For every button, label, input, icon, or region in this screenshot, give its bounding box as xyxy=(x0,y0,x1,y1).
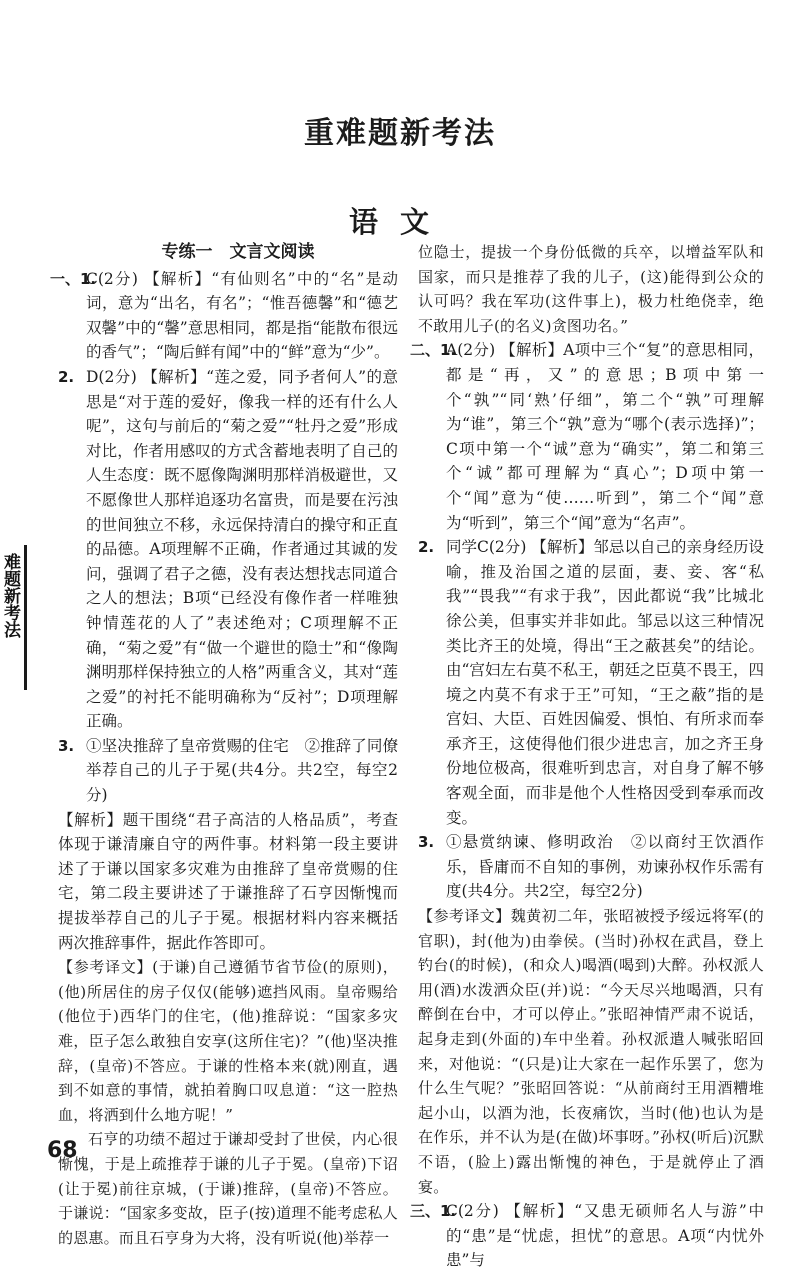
item-number: 3. xyxy=(418,833,435,852)
side-tab-label: 难题新考法 xyxy=(0,553,20,638)
item-text: ①坚决推辞了皇帝赏赐的住宅 ②推辞了同僚举荐自己的儿子于冕(共4分。共2空，每空2分) xyxy=(86,736,398,805)
item-number: 三、1. xyxy=(410,1202,457,1221)
item-text: 同学C(2分) 【解析】邹忌以自己的亲身经历设喻，推及治国之道的层面，妻、妾、客“私我”“畏我”“有求于我”，因此都说“我”比城北徐公美，但事实并非如此。邹忌以这三种情况类比齐王的处境，得出“王之蔽甚矣”的结论。由“宫妇左右莫不私王，朝廷之臣莫不畏王，四境之内莫不有求于王”可知，“王之蔽”指的是宫妇、大臣、百姓因偏爱、惧怕、有所求而奉承齐王，这使得他们很少进忠言，加之齐王身份地位极高，很难听到忠言，对自身了解不够客观全面，而非是他个人性格因受到奉承而改变。 xyxy=(446,538,764,827)
answer-item xyxy=(418,535,764,830)
item-text: ①悬赏纳谏、修明政治 ②以商纣王饮酒作乐，昏庸而不自知的事例，劝谏孙权作乐需有度(共4分。共2空，每空2分) xyxy=(446,833,764,901)
subject-title: 语文 xyxy=(348,205,451,239)
answer-item xyxy=(58,734,398,808)
translation-continuation: 位隐士，提拔一个身份低微的兵卒，以增益军队和国家，而只是推荐了我的儿子，(这)能得到公众的认可吗？我在军功(这件事上)，极力杜绝侥幸，绝不敢用儿子(的名义)贪图功名。” xyxy=(418,243,764,335)
item-number: 3. xyxy=(58,736,75,755)
right-column xyxy=(410,240,764,1273)
item-text: A(2分) 【解析】A项中三个“复”的意思相同，都是“再，又”的意思；B项中第一个“孰”“同‘熟’仔细”，第二个“孰”可理解为“谁”，第三个“孰”意为“哪个(表示选择)”；C项中第一个“诚”意为“确实”，第二和第三个“诚”都可理解为“真心”；D项中第一个“闻”意为“使……听到”，第二个“闻”意为“听到”，第三个“闻”意为“名声”。 xyxy=(446,341,764,532)
analysis-paragraph: 【解析】题干围绕“君子高洁的人格品质”，考查体现于谦清廉自守的两件事。材料第一段主要讲述了于谦以国家多灾难为由推辞了皇帝赏赐的住宅，第二段主要讲述了于谦推辞了石亨因惭愧而提拔举荐自己的儿子于冕。根据材料内容来概括两次推辞事件，据此作答即可。 xyxy=(58,810,398,952)
item-text: D(2分) 【解析】“莲之爱，同予者何人”的意思是“对于莲的爱好，像我一样的还有什么人呢”，这句与前后的“菊之爱”“牡丹之爱”形成对比，作者用感叹的方式含蓄地表明了自己的人生态度：既不愿像陶渊明那样消极避世，又不愿像世人那样追逐功名富贵，而是要在污浊的世间独立不移，永远保持清白的操守和正直的品德。A项理解不正确，作者通过其诚的发问，强调了君子之德，没有表达想找志同道合之人的想法；B项“已经没有像作者一样唯独钟情莲花的人了”表述绝对；C项理解不正确，“菊之爱”有“做一个避世的隐士”和“像陶渊明那样保持独立的人格”两重含义，其对“莲之爱”的衬托不能明确称为“反衬”；D项理解正确。 xyxy=(86,367,398,731)
item-number: 2. xyxy=(58,367,75,386)
item-text: C(2分) 【解析】“有仙则名”中的“名”是动词，意为“出名，有名”；“惟吾德馨”和“德艺双馨”中的“馨”意思相同，都是指“能散布很远的香气”；“陶后鲜有闻”中的“鲜”意为“少”。 xyxy=(86,269,398,362)
item-text: C(2分) 【解析】“又患无硕师名人与游”中的“患”是“忧虑，担忧”的意思。A项“内忧外患”与 xyxy=(446,1202,764,1270)
answer-item xyxy=(410,338,764,535)
translation-paragraph: 石亨的功绩不超过于谦却受封了世侯，内心很惭愧，于是上疏推荐于谦的儿子于冕。(皇帝)下诏(让于冕)前往京城，(于谦)推辞，(皇帝)不答应。于谦说：“国家多变故，臣子(按)道理不能考虑私人的恩惠。而且石亨身为大将，没有听说(他)举荐一 xyxy=(58,1130,398,1247)
answer-item xyxy=(58,365,398,734)
page-title: 重难题新考法 xyxy=(304,116,496,151)
item-number: 2. xyxy=(418,538,435,557)
left-column xyxy=(50,240,398,1250)
answer-item xyxy=(410,1199,764,1273)
item-number: 一、1. xyxy=(50,269,97,288)
page-number: 68 xyxy=(47,1138,78,1163)
answer-item xyxy=(418,830,764,904)
translation-paragraph: 【参考译文】(于谦)自己遵循节省节俭(的原则)，(他)所居住的房子仅仅(能够)遮挡风雨。皇帝赐给(他位于)西华门的住宅，(他)推辞说：“国家多灾难，臣子怎么敢独自安享(这所住宅)？”(他)坚决推辞，(皇帝)不答应。于谦的性格本来(就)刚直，遇到不如意的事情，就拍着胸口叹息道：“这一腔热血，将洒到什么地方呢！” xyxy=(58,958,398,1124)
section-title: 专练一 文言文阅读 xyxy=(161,242,315,262)
side-tab xyxy=(0,545,27,690)
translation-paragraph: 【参考译文】魏黄初二年，张昭被授予绥远将军(的官职)，封(他为)由拳侯。(当时)孙权在武昌，登上钓台(的时候)，(和众人)喝酒(喝到)大醉。孙权派人用(酒)水泼洒众臣(并)说：“今天尽兴地喝酒，只有醉倒在台中，才可以停止。”张昭神情严肃不说话，起身走到(外面的)车中坐着。孙权派遣人喊张昭回来，对他说：“(只是)让大家在一起作乐罢了，您为什么生气呢？”张昭回答说：“从前商纣王用酒糟堆起小山，以酒为池，长夜痛饮，当时(他)也认为是在作乐，并不认为是(在做)坏事呀。”孙权(听后)沉默不语，(脸上)露出惭愧的神色，于是就停止了酒宴。 xyxy=(418,907,764,1196)
answer-item xyxy=(50,267,398,365)
item-number: 二、1. xyxy=(410,341,457,360)
